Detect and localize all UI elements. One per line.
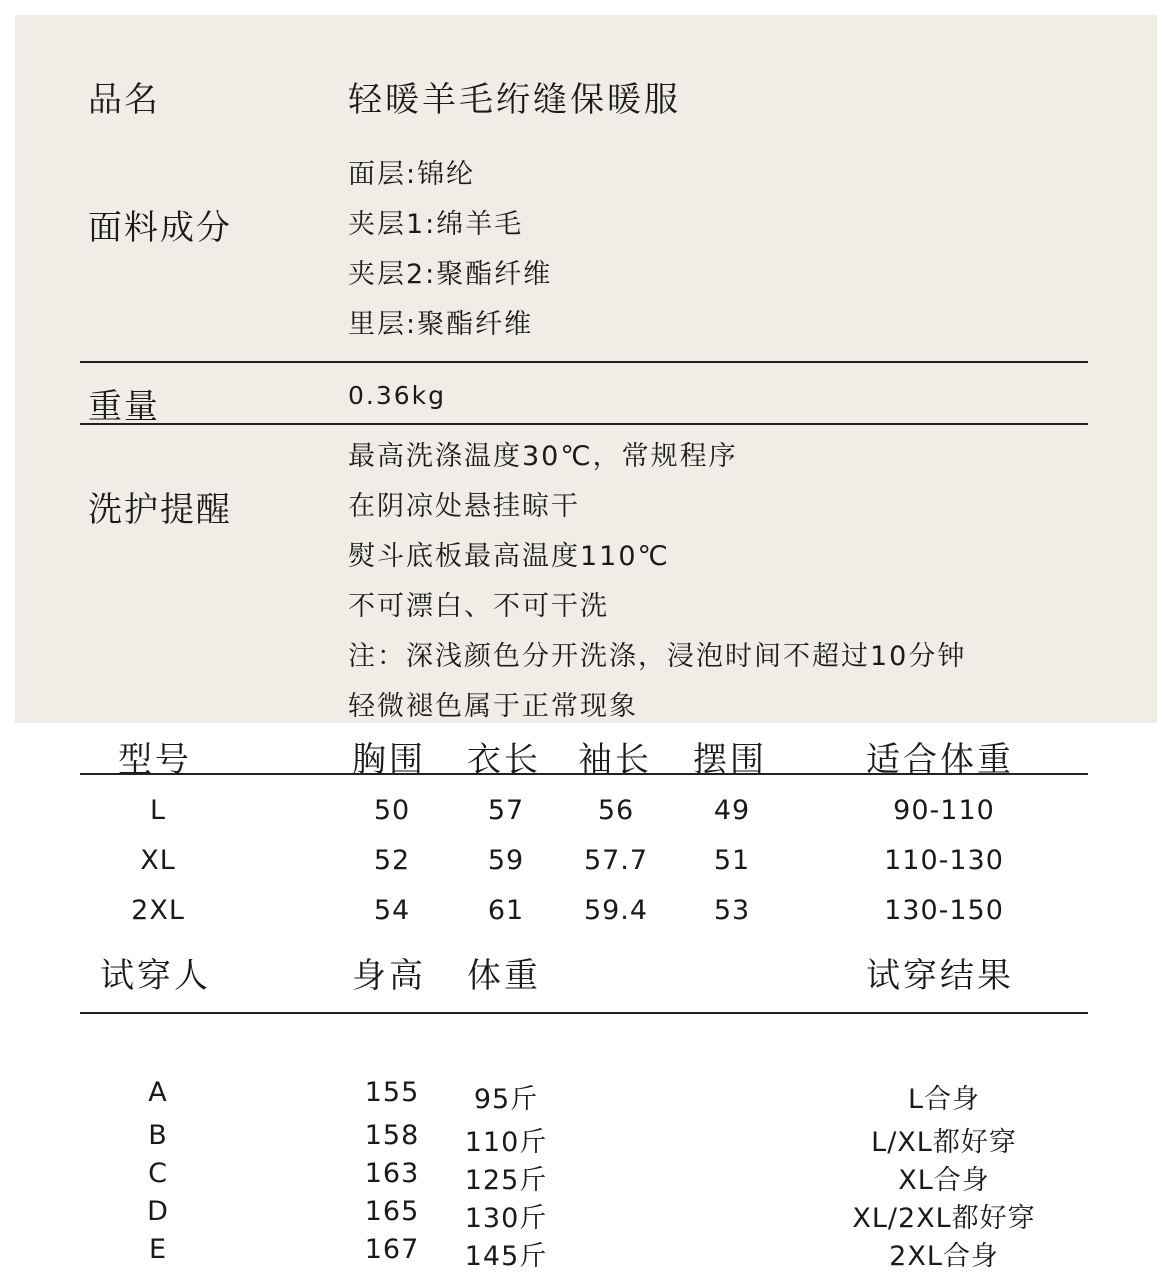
product-name-value: 轻暖羊毛绗缝保暖服 [348,80,681,120]
size-cell: 59 [487,845,525,876]
fit-cell: 145斤 [464,1241,548,1272]
divider [80,1012,1088,1014]
size-cell: 110-130 [884,845,1004,876]
fit-cell: 165 [364,1196,420,1227]
fit-cell: 163 [364,1158,420,1189]
fit-cell: L合身 [907,1084,981,1115]
care-line: 不可漂白、不可干洗 [348,591,609,622]
size-header-hem: 摆围 [693,740,767,780]
size-header-weight: 适合体重 [866,740,1014,780]
size-cell: 2XL [131,895,185,926]
size-cell: 59.4 [583,895,649,926]
care-line: 熨斗底板最高温度110℃ [348,541,670,572]
size-cell: 56 [597,795,635,826]
fit-cell: 2XL合身 [889,1241,999,1272]
fabric-line: 里层:聚酯纤维 [348,309,534,340]
fit-cell: 95斤 [473,1084,539,1115]
size-cell: 50 [373,795,411,826]
fit-cell: A [148,1077,168,1108]
divider [80,423,1088,425]
size-cell: 61 [487,895,525,926]
fit-cell: 125斤 [464,1165,548,1196]
size-header-chest: 胸围 [352,740,426,780]
size-cell: 57.7 [583,845,649,876]
fit-cell: XL合身 [898,1165,990,1196]
product-name-label: 品名 [88,80,160,120]
fabric-line: 面层:锦纶 [348,159,476,190]
size-cell: 51 [713,845,751,876]
size-cell: 130-150 [884,895,1004,926]
care-line: 在阴凉处悬挂晾干 [348,491,580,522]
size-cell: 54 [373,895,411,926]
size-cell: 90-110 [893,795,995,826]
weight-label: 重量 [88,387,160,427]
fit-cell: L/XL都好穿 [871,1127,1017,1158]
size-cell: 53 [713,895,751,926]
weight-value: 0.36kg [348,381,447,410]
fit-cell: 167 [364,1234,420,1265]
care-line: 注：深浅颜色分开洗涤，浸泡时间不超过10分钟 [348,641,967,672]
care-line: 最高洗涤温度30℃，常规程序 [348,441,738,472]
fit-header-height: 身高 [352,956,426,996]
fit-cell: D [147,1196,169,1227]
size-header-length: 衣长 [467,740,541,780]
fit-header-weight: 体重 [467,956,541,996]
fit-cell: XL/2XL都好穿 [852,1203,1036,1234]
size-cell: 57 [487,795,525,826]
fit-cell: B [148,1120,168,1151]
size-cell: XL [140,845,176,876]
fit-cell: 130斤 [464,1203,548,1234]
divider [80,773,1088,775]
fit-cell: E [148,1234,168,1265]
fit-cell: 155 [364,1077,420,1108]
fabric-label: 面料成分 [88,208,232,248]
size-cell: 49 [713,795,751,826]
fit-header-person: 试穿人 [100,956,211,996]
care-line: 轻微褪色属于正常现象 [348,691,638,722]
size-header-sleeve: 袖长 [578,740,652,780]
fit-cell: 110斤 [464,1127,548,1158]
fit-cell: 158 [364,1120,420,1151]
fabric-line: 夹层2:聚酯纤维 [348,259,553,290]
size-cell: 52 [373,845,411,876]
size-cell: L [149,795,167,826]
fabric-line: 夹层1:绵羊毛 [348,209,524,240]
size-header-model: 型号 [118,740,192,780]
care-label: 洗护提醒 [88,490,232,530]
fit-header-result: 试穿结果 [866,956,1014,996]
fit-cell: C [148,1158,168,1189]
divider [80,361,1088,363]
